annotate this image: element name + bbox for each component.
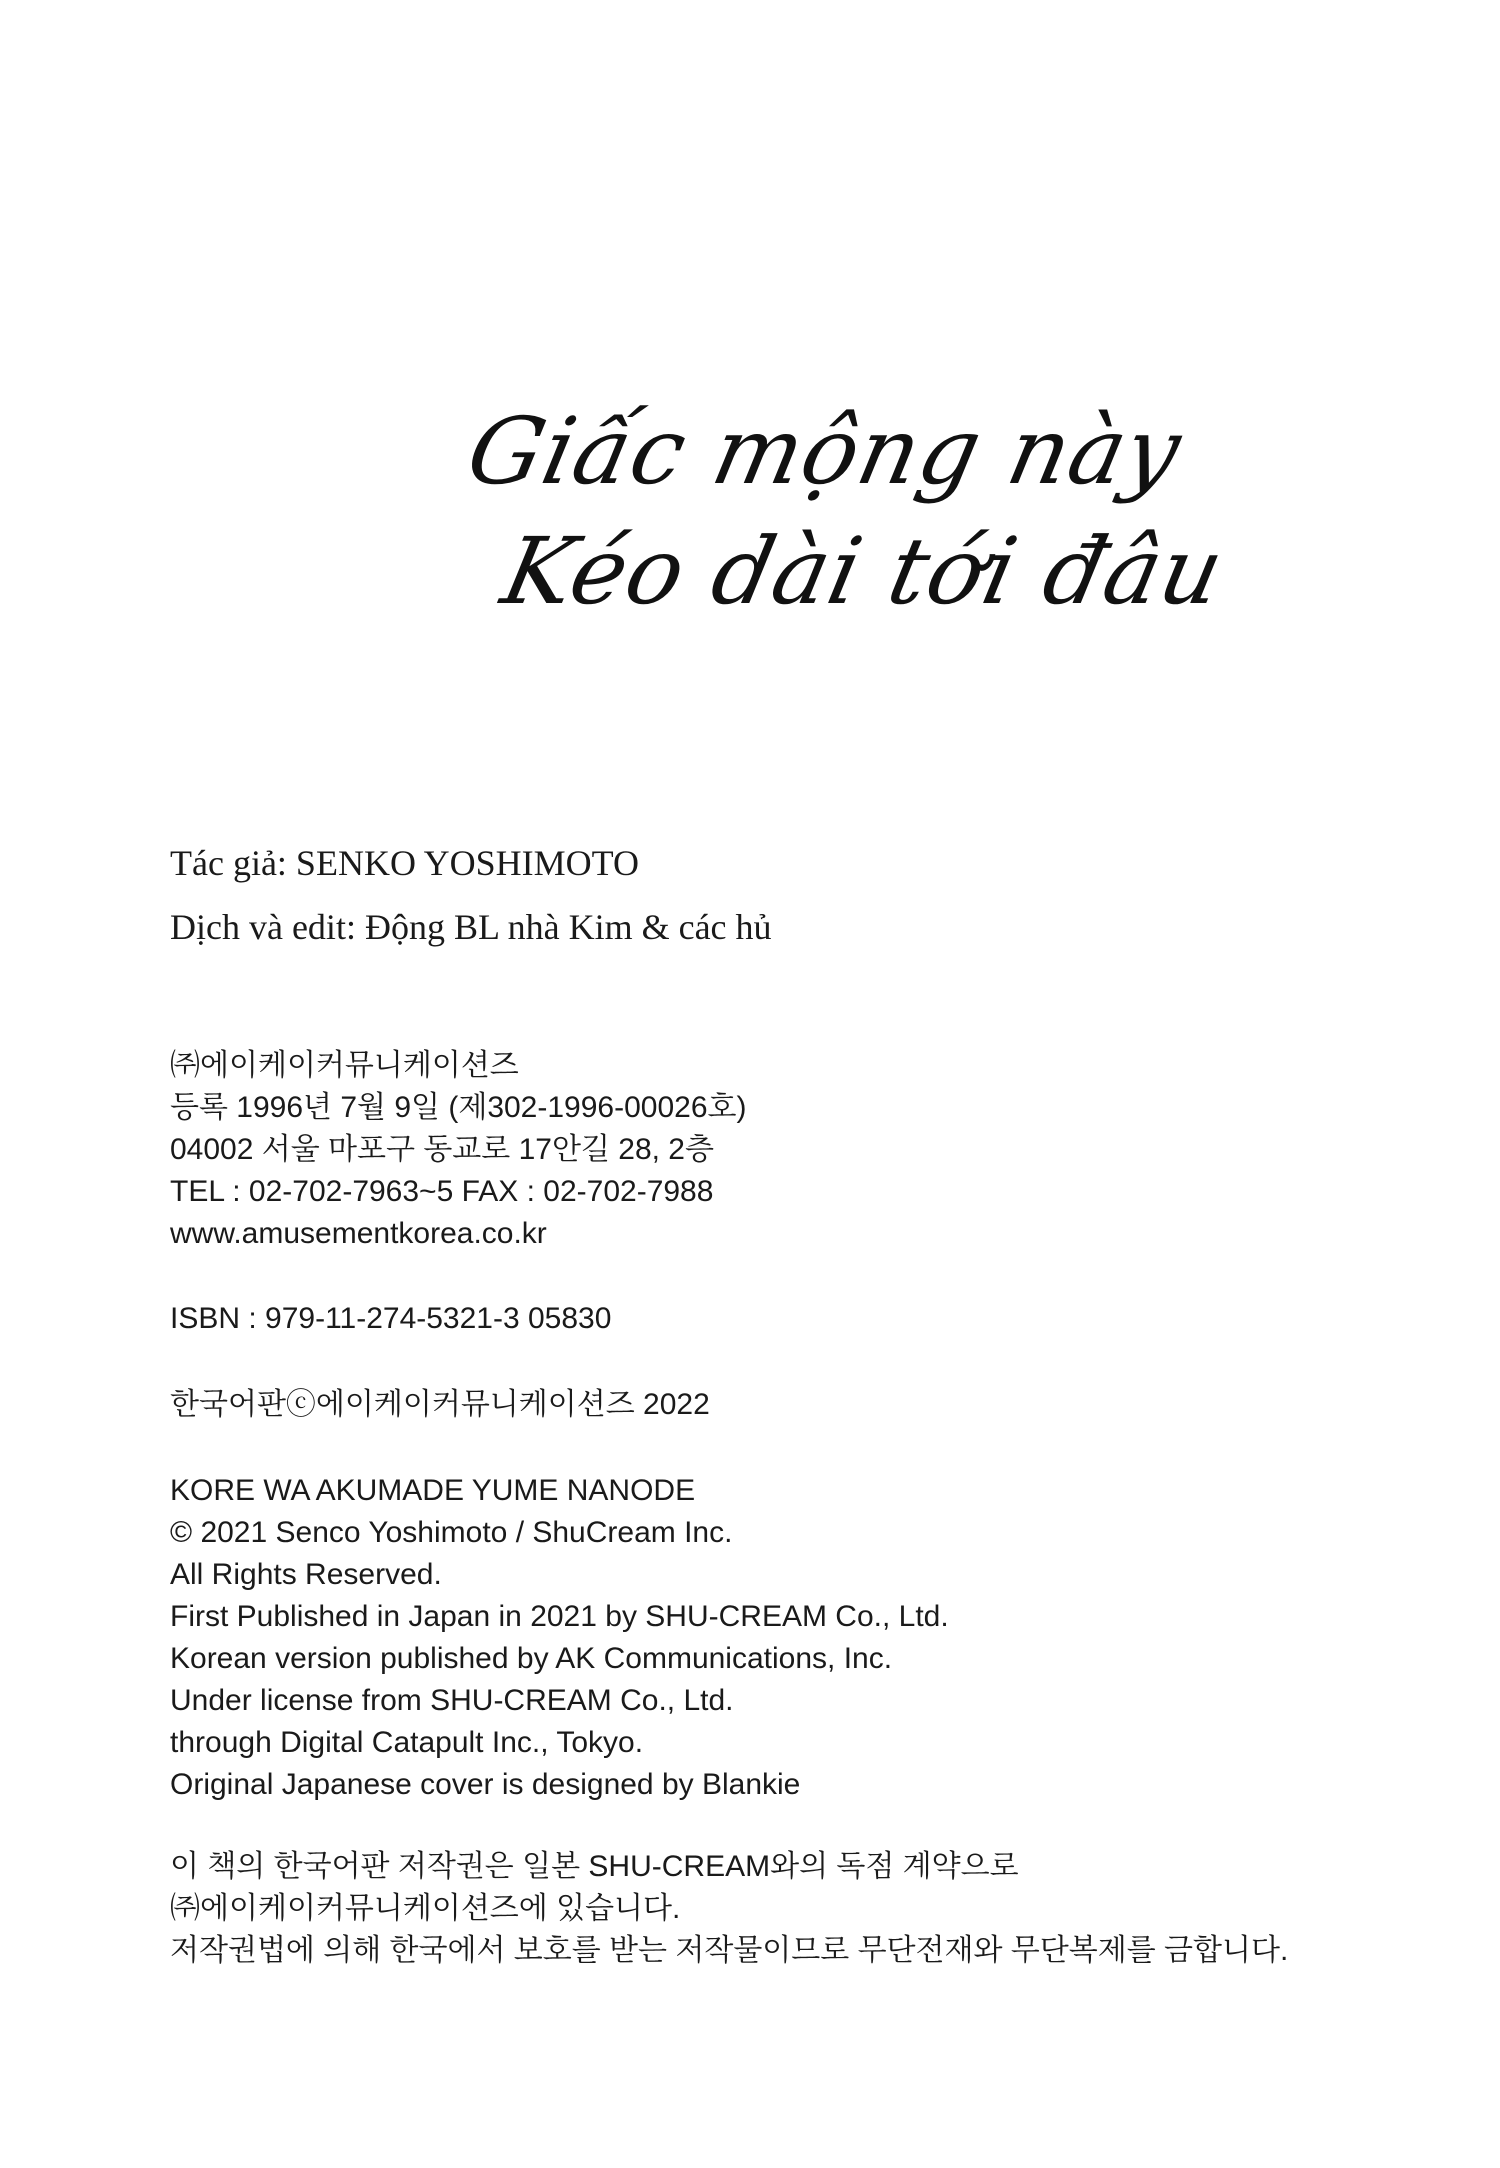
korean-copyright-block xyxy=(170,1384,1370,1426)
publisher-name: ㈜에이케이커뮤니케이션즈 xyxy=(170,1049,519,1082)
publisher-info xyxy=(170,1045,1370,1255)
isbn-line: ISBN : 979-11-274-5321-3 05830 xyxy=(170,1302,612,1335)
website-line: www.amusementkorea.co.kr xyxy=(170,1217,547,1250)
phone-fax-line: TEL : 02-702-7963~5 FAX : 02-702-7988 xyxy=(170,1175,714,1208)
original-title-line: KORE WA AKUMADE YUME NANODE xyxy=(170,1474,696,1507)
korean-copyright-line: 한국어판ⓒ에이케이커뮤니케이션즈 2022 xyxy=(170,1388,710,1421)
notice-line-3: 저작권법에 의해 한국에서 보호를 받는 저작물이므로 무단전재와 무단복제를 금합니다. xyxy=(170,1934,1289,1967)
address-line: 04002 서울 마포구 동교로 17안길 28, 2층 xyxy=(170,1133,714,1166)
notice-line-2: ㈜에이케이커뮤니케이션즈에 있습니다. xyxy=(170,1892,681,1925)
korean-version-line: Korean version published by AK Communications, Inc. xyxy=(170,1642,893,1675)
under-license-line: Under license from SHU-CREAM Co., Ltd. xyxy=(170,1684,734,1717)
through-agency-line: through Digital Catapult Inc., Tokyo. xyxy=(170,1726,644,1759)
copyright-notice xyxy=(170,1846,1370,1972)
first-published-line: First Published in Japan in 2021 by SHU-CREAM Co., Ltd. xyxy=(170,1600,949,1633)
author-credit: Tác giả: SENKO YOSHIMOTO xyxy=(170,843,639,883)
isbn-block xyxy=(170,1298,1370,1340)
book-title-line-2: Kéo dài tới đâu xyxy=(493,518,1234,625)
notice-line-1: 이 책의 한국어판 저작권은 일본 SHU-CREAM와의 독점 계약으로 xyxy=(170,1850,1019,1883)
license-info xyxy=(170,1470,1370,1806)
cover-design-line: Original Japanese cover is designed by Blankie xyxy=(170,1768,801,1801)
registration-line: 등록 1996년 7월 9일 (제302-1996-00026호) xyxy=(170,1091,747,1124)
copyright-line: © 2021 Senco Yoshimoto / ShuCream Inc. xyxy=(170,1516,733,1549)
rights-line: All Rights Reserved. xyxy=(170,1558,442,1591)
book-title-line-1: Giấc mộng này xyxy=(458,398,1191,505)
translator-credit: Dịch và edit: Động BL nhà Kim & các hủ xyxy=(170,907,772,947)
